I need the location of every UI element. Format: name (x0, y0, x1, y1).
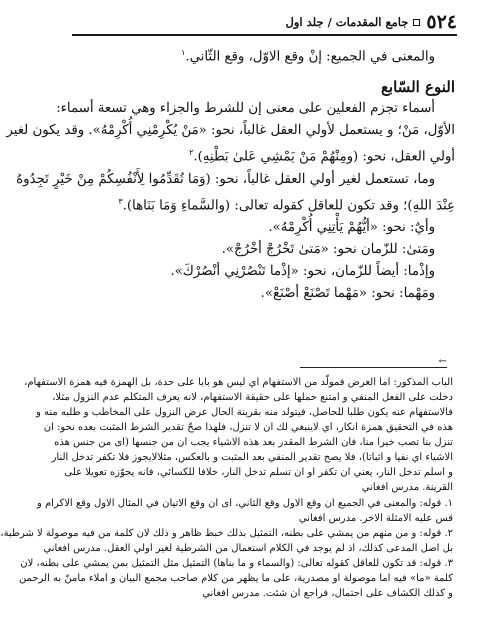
footnote-line: الاشياء اي نفيا و اثباتا)، فلا يصح تقدير المنفي بعد المثبت و بالعكس، مثلالايجوز فلا تكفر تدخل النار (51, 452, 453, 463)
running-title: جامع المقدمات / جلد اول (285, 15, 409, 29)
footnote-line: قس عليه الامثلة الاخر. مدرس افغاني (298, 513, 453, 524)
page-number: ٥٢٤ (426, 11, 457, 33)
footnote-line: ١. قوله: والمعنى في الجميع ان وقع الاول وقع الثاني، اى ان وقع الاتيان في المثال الاول وقع الاكرام و (36, 498, 453, 509)
footnote-line: هذه في التحقيق همزة انكار، اي لاينبغي لك ان لا تنزل، فلهذا صحّ تقدير الشرط المثبت بعده نحو: ان (43, 422, 453, 433)
footnote-line: القرينة. مدرس افغاني (361, 482, 453, 493)
footnote-ref: ٣ (118, 196, 123, 206)
body-line: الأوّل، مَنْ؛ و يستعمل لأولي العقل غالباً، نحو: «مَنْ يُكْرِمْنِي أُكْرِمْهُ». وقد يكون لغير (6, 123, 455, 139)
footnote-line: الباب المذكور: اما العرض فمولّد من الاستفهام اي ليس هو بابا على حدة، بل الهمزة فيه همزة الاستفهام، (24, 377, 453, 388)
footnote-line: بل اصل المدعى كذلك، اذ لم يوجد في الكلام استعمال من الشرطية لغير اولي العقل. مدرس افغاني (43, 543, 453, 554)
arrow-left-icon: ← (438, 356, 447, 367)
body-line: ومَتىٰ: للزّمان نحو: «مَتىٰ تَخْرُجْ أخْرُجْ». (221, 242, 435, 258)
footnote-line: ٣. قوله: قد تكون للعاقل كقوله تعالى: (والسماء و ما بناها) التمثيل مثل التمثيل بمن يمشي على بطنه، لان (20, 558, 453, 569)
footnote-line: فالاستفهام عنه يكون طلبا للحاصل، فيتولد منه بقرينة الحال عرض النزول على المخاطب و طلبه منه و (35, 407, 453, 418)
square-ornament-icon (413, 19, 420, 26)
body-line: وما، تستعمل لغير أولي العقل غالباً، نحو: (وَمَا تُقَدِّمُوا لِأَنْفُسِكُمْ مِنْ خَيْرٍ تَجِدُوهُ (16, 171, 435, 187)
body-line: أولي العقل، نحو: (ومِنْهُمْ مَنْ يَمْشِي عَلىٰ بَطْنِهِ).$^٢$ (189, 148, 455, 165)
body-line: عِنْدَ اللهِ)؛ وقد تكون للعاقل كقوله تعالى: (والسَّماءِ وَمَا بَنَاها).$^٣$ (118, 196, 455, 214)
footnotes (0, 375, 453, 601)
main-text (6, 40, 455, 305)
footnote-divider (300, 367, 447, 368)
page-header (72, 10, 457, 36)
footnote-line: و اسلم تدخل النار، يعني ان تكفر او ان تسلم تدخل النار، خلافا للكسائي، فانه يجوّزه تعويلا على (64, 467, 453, 478)
footnote-line: تنزل بنا تصب خيرا منا، فان الشرط المقدر بعد هذه الاشياء يجب ان من جنسها (اى من جنس هذه (54, 437, 453, 448)
body-line: وأيٌ: نحو: «أيُّهُمْ يَأْتِنِي أُكْرِمْهُ». (268, 220, 435, 236)
footnote-ref: ٢ (189, 148, 194, 158)
footnote-line: ٢. قوله: و من منهم من يمشي على بطنه، التمثيل بذلك خبط ظاهر و ذلك لان كلمة من فيه موصولة لا شرطية، (0, 528, 453, 539)
body-line: ومَهْما: نحو: «مَهْما تَصْنَعْ أصْنَعْ». (260, 286, 435, 302)
intro-line: والمعنى في الجميع: إنْ وقع الاوّل، وقع الثّاني.$^١$ (181, 48, 435, 65)
body-line: أسماء تجزم الفعلين على معنى إن للشرط والجزاء وهي تسعة أسماء: (56, 101, 435, 117)
footnote-line: و كذلك الكشاف على احتمال، فراجع ان شئت. مدرس افغاني (202, 588, 453, 599)
footnote-line: دخلت على الفعل المنفي و امتنع حملها على حقيقة الاستفهام، لانه يعرف المتكلم عدم النزول مثلا، (52, 392, 453, 403)
section-heading: النوع السّابع (380, 78, 455, 97)
footnote-line: كلمة «ما» فيه اما موصولة او مصدرية، على ما يظهر من كلام صاحب مجمع البيان و املاء مامنّ به الرحمن (18, 573, 453, 584)
footnote-ref: ١ (181, 48, 186, 57)
body-line: وإذْما: أيضاً للزّمان، نحو: «إذْما تَنْصُرْنِي أنْصُرْكَ». (170, 264, 435, 280)
